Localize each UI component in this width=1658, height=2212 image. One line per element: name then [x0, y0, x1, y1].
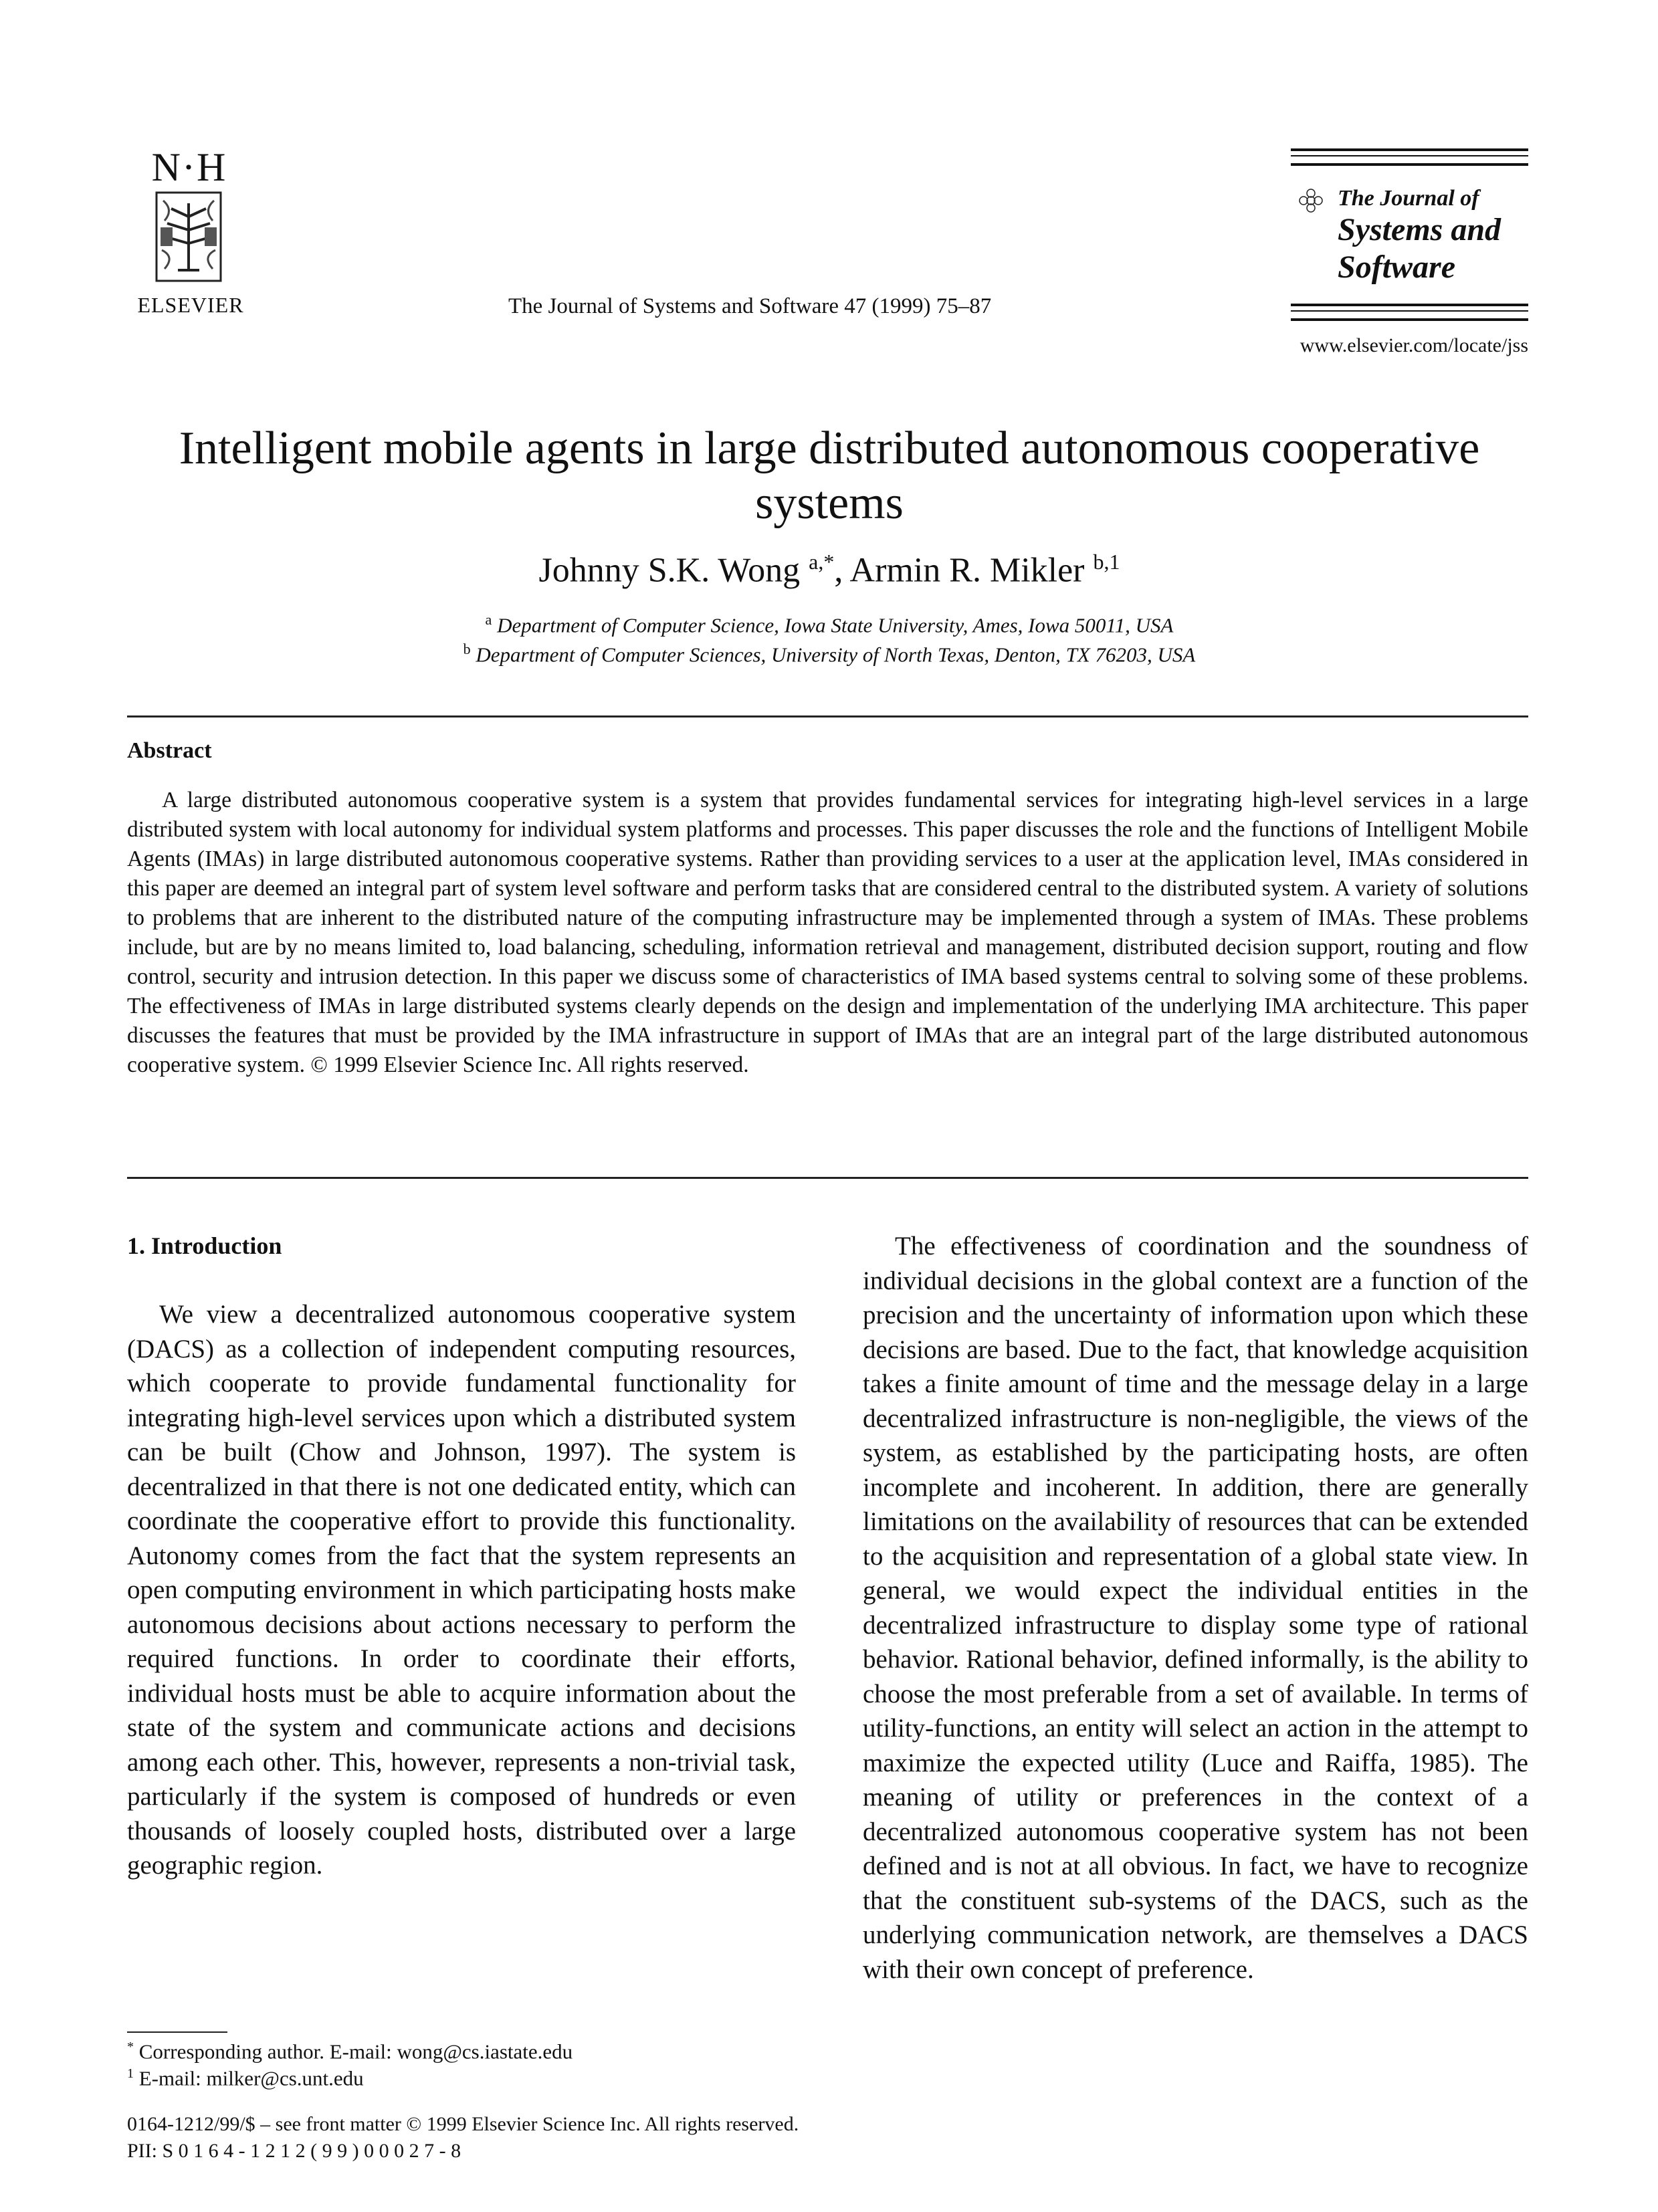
copyright-line: 0164-1212/99/$ – see front matter © 1999 Elsevier Science Inc. All rights reserved. — [127, 2113, 799, 2135]
author-line — [114, 550, 1545, 590]
affiliation — [114, 611, 1545, 637]
logo-monogram: N·H — [151, 145, 227, 189]
journal-url[interactable]: www.elsevier.com/locate/jss — [1300, 334, 1528, 356]
author-marks: b,1 — [1093, 550, 1120, 574]
author-separator: , — [834, 551, 850, 590]
journal-citation: The Journal of Systems and Software 47 (1999) 75–87 — [508, 294, 992, 318]
footnote-mark: 1 — [127, 2066, 134, 2081]
publisher-logo — [114, 147, 268, 321]
divider — [127, 715, 1528, 717]
author-name: Armin R. Mikler — [849, 551, 1085, 590]
publisher-name: ELSEVIER — [137, 293, 244, 317]
elsevier-tree-icon — [151, 190, 226, 284]
brand-line-2: Systems and — [1338, 212, 1501, 247]
brand-rule-bottom — [1291, 304, 1528, 321]
abstract-heading: Abstract — [127, 738, 212, 763]
brand-line-3: Software — [1338, 249, 1456, 285]
body-paragraph-right: The effectiveness of coordination and the soundness of individual decisions in the global context are a function of the precision and the uncertainty of information upon which these decisions are based. Due to the fact, that knowledge acquisition takes a finite amount of time and the message delay in a large decentralized infrastructure is non-negligible, the views of the system, as established by the participating hosts, are often incomplete and incoherent. In addition, there are generally limitations on the availability of resources that can be extended to the acquisition and representation of a global state view. In general, we would expect the individual entities in the decentralized infrastructure to display some type of rational behavior. Rational behavior, defined informally, is the ability to choose the most preferable from a set of available. In terms of utility-functions, an entity will select an action in the attempt to maximize the expected utility (Luce and Raiffa, 1985). The meaning of utility or preferences in the context of a decentralized autonomous cooperative system has not been defined and is not at all obvious. In fact, we have to recognize that the constituent sub-systems of the DACS, such as the underlying communication network, are themselves a DACS with their own concept of preference. — [863, 1232, 1528, 1984]
section-heading: 1. Introduction — [127, 1232, 282, 1259]
footnote — [127, 2066, 364, 2090]
author-name: Johnny S.K. Wong — [538, 551, 801, 590]
pii-line: PII: S 0 1 6 4 - 1 2 1 2 ( 9 9 ) 0 0 0 2 7 - 8 — [127, 2140, 461, 2162]
body-paragraph-left: We view a decentralized autonomous cooperative system (DACS) as a collection of independent computing resources, which cooperate to provide fundamental functionality for integrating high-level services upon which a distributed system can be built (Chow and Johnson, 1997). The system is decentralized in that there is not one dedicated entity, which can coordinate the cooperative effort to provide this functionality. Autonomy comes from the fact that the system represents an open computing environment in which participating hosts make autonomous decisions about actions necessary to perform the required functions. In order to coordinate their efforts, individual hosts must be able to acquire information about the state of the system and communicate actions and decisions among each other. This, however, represents a non-trivial task, particularly if the system is composed of hundreds or even thousands of loosely coupled hosts, distributed over a large geographic region. — [127, 1300, 796, 1880]
journal-brand — [1291, 148, 1528, 357]
affiliation-text: Department of Computer Science, Iowa State University, Ames, Iowa 50011, USA — [497, 613, 1174, 637]
flower-emblem-icon — [1298, 187, 1324, 214]
author-marks: a,* — [809, 550, 835, 574]
abstract-text: A large distributed autonomous cooperative system is a system that provides fundamental services for integrating high-level services in a large distributed system with local autonomy for individual system platforms and processes. This paper discusses the role and the functions of Intelligent Mobile Agents (IMAs) in large distributed autonomous cooperative systems. Rather than providing services to a user at the application level, IMAs considered in this paper are deemed an integral part of system level software and perform tasks that are considered central to the distributed system. A variety of solutions to problems that are inherent to the distributed nature of the computing infrastructure may be implemented through a system of IMAs. These problems include, but are by no means limited to, load balancing, scheduling, information retrieval and management, distributed decision support, routing and flow control, security and intrusion detection. In this paper we discuss some of characteristics of IMA based systems central to solving some of these problems. The effectiveness of IMAs in large distributed systems clearly depends on the design and implementation of the underlying IMA architecture. This paper discusses the features that must be provided by the IMA infrastructure in support of IMAs that are an integral part of the large distributed autonomous cooperative system. © 1999 Elsevier Science Inc. All rights reserved. — [127, 788, 1528, 1077]
affiliation — [114, 641, 1545, 667]
divider — [127, 1177, 1528, 1179]
footnote-mark: * — [127, 2039, 134, 2054]
article-title: Intelligent mobile agents in large distributed autonomous cooperative systems — [179, 423, 1480, 529]
footnote-rule — [127, 2031, 227, 2033]
brand-rule-top — [1291, 148, 1528, 166]
affiliation-mark: a — [485, 611, 492, 628]
footnote-text: E-mail: milker@cs.unt.edu — [138, 2066, 364, 2090]
brand-line-1 — [1291, 186, 1528, 211]
footnote — [127, 2039, 573, 2064]
affiliation-mark: b — [463, 641, 471, 657]
affiliation-text: Department of Computer Sciences, University of North Texas, Denton, TX 76203, USA — [476, 643, 1196, 667]
brand-line-1-text: The Journal of — [1338, 186, 1479, 211]
footnote-text: Corresponding author. E-mail: wong@cs.iastate.edu — [138, 2039, 573, 2064]
